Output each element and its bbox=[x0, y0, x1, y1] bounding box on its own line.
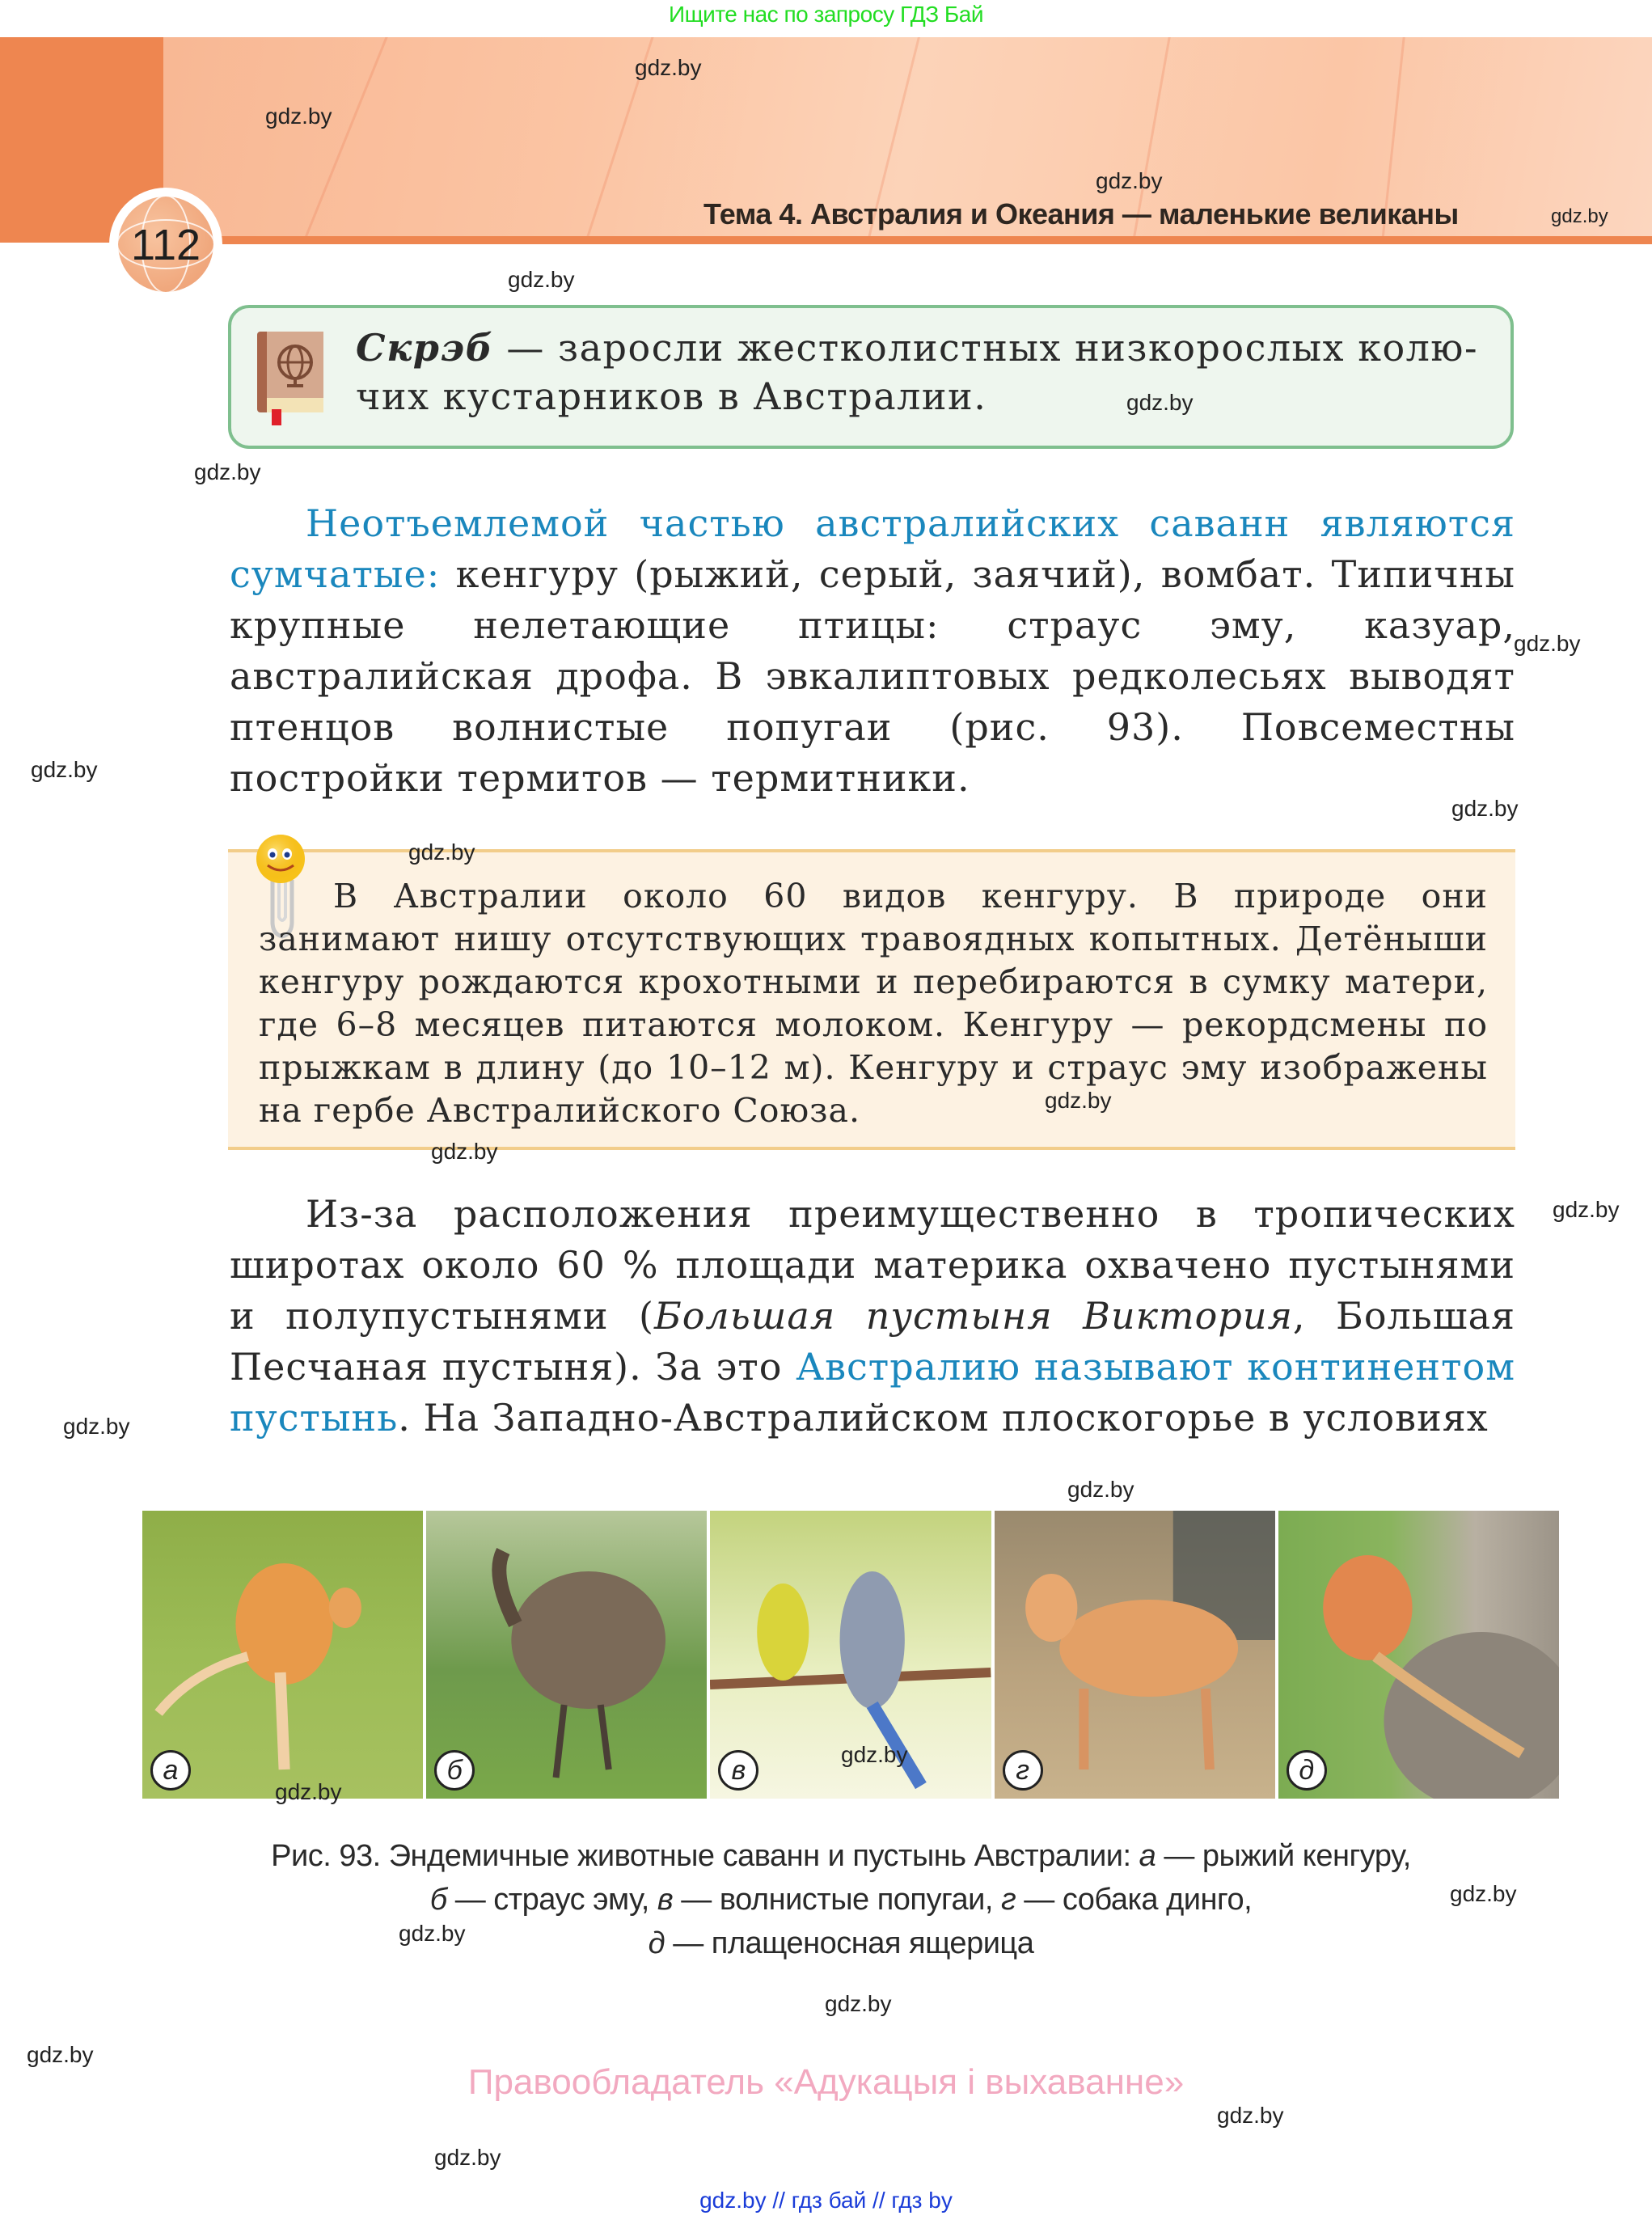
watermark: gdz.by bbox=[825, 1991, 892, 2016]
page-number: 112 bbox=[130, 221, 201, 269]
figure-caption: Рис. 93. Эндемичные животные саванн и пустынь Австралии: а — рыжий кенгуру, б — страус эму, в — волнистые попугаи, г — собака динго, д — плащеносная ящерица bbox=[271, 1839, 1411, 1960]
watermark: gdz.by bbox=[841, 1742, 908, 1767]
photo-label-g: г bbox=[1003, 1750, 1043, 1791]
footer-link-gdz-by[interactable]: gdz.by bbox=[699, 2188, 767, 2213]
watermark: gdz.by bbox=[1096, 168, 1163, 193]
watermark: gdz.by bbox=[1067, 1477, 1134, 1502]
watermark: gdz.by bbox=[1451, 796, 1519, 821]
top-search-banner: Ищите нас по запросу ГДЗ Бай bbox=[668, 2, 984, 27]
fact-note-text: В Австралии около 60 видов кенгуру. В природе они занимают нишу отсутствующих травоядных копытных. Детёныши кенгуру рождаются крохотными и перебираются в сумку матери, где 6–8 месяцев питаются молоком. Кенгуру — рекордсмены по прыжкам в длину (до 10–12 м). Кенгуру и страус эму изображены на гербе Австралийского Союза. bbox=[259, 877, 1488, 1130]
definition-term: Скрэб bbox=[356, 326, 494, 370]
book-globe-icon bbox=[256, 332, 327, 427]
watermark: gdz.by bbox=[431, 1139, 498, 1164]
watermark: gdz.by bbox=[399, 1921, 466, 1946]
footer-link-gdz-bai[interactable]: гдз бай bbox=[791, 2188, 867, 2213]
photo-label-b: б bbox=[434, 1750, 475, 1791]
paragraph-deserts: Из-за расположения преимущественно в тропических широтах около 60 % площади материка охвачено пустынями и полупустынями (Большая пустыня Виктория, Большая Песчаная пустыня). За это Австралию называют континентом пустынь. На Западно-Австралийском плоскогорье в условиях bbox=[230, 1192, 1516, 1440]
frilled-lizard-photo bbox=[1278, 1511, 1559, 1799]
watermark: gdz.by bbox=[1450, 1881, 1517, 1906]
definition-text: Скрэб — заросли жестколистных низкорослых колю- чих кустарников в Австралии. bbox=[356, 326, 1478, 418]
watermark: gdz.by bbox=[265, 104, 332, 129]
chapter-title: Тема 4. Австралия и Океания — маленькие великаны bbox=[703, 197, 1459, 230]
footer-links: gdz.by // гдз бай // гдз by bbox=[699, 2188, 953, 2213]
watermark: gdz.by bbox=[194, 459, 261, 484]
watermark: gdz.by bbox=[1551, 205, 1608, 227]
photo-label-a: а bbox=[150, 1750, 191, 1791]
watermark: gdz.by bbox=[31, 757, 98, 782]
watermark: gdz.by bbox=[635, 55, 702, 80]
dingo-photo bbox=[995, 1511, 1275, 1799]
watermark: gdz.by bbox=[408, 839, 475, 865]
photo-label-v: в bbox=[718, 1750, 758, 1791]
paragraph-highlight: Неотъемлемой частью австралийских саванн являются сумчатые: bbox=[230, 501, 1515, 596]
watermark: gdz.by bbox=[63, 1414, 130, 1439]
watermark: gdz.by bbox=[1126, 390, 1194, 415]
watermark: gdz.by bbox=[1045, 1088, 1112, 1113]
header-rule bbox=[220, 236, 1652, 244]
photo-label-d: д bbox=[1287, 1750, 1327, 1791]
watermark: gdz.by bbox=[27, 2042, 94, 2067]
watermark: gdz.by bbox=[1514, 631, 1581, 656]
watermark: gdz.by bbox=[275, 1779, 342, 1804]
watermark: gdz.by bbox=[434, 2145, 501, 2170]
paragraph-savanna-fauna: Неотъемлемой частью австралийских саванн являются сумчатые: кенгуру (рыжий, серый, заячий), вомбат. Типичны крупные нелетающие птицы: страус эму, казуар, австралийская дрофа. В эвкалиптовых редколесьях выводят птенцов волнистые попугаи (рис. 93). Повсеместны постройки термитов — термитники. bbox=[230, 501, 1515, 800]
copyright-notice: Правообладатель «Адукацыя і выхаванне» bbox=[467, 2062, 1185, 2102]
watermark: gdz.by bbox=[1217, 2103, 1284, 2128]
desert-name-italic: Большая пустыня Виктория bbox=[653, 1294, 1293, 1338]
watermark: gdz.by bbox=[508, 267, 575, 292]
footer-link-gdz-by-cyr[interactable]: гдз by bbox=[891, 2188, 953, 2213]
paragraph-highlight: Австралию называют континентом пустынь bbox=[230, 1345, 1515, 1440]
watermark: gdz.by bbox=[1553, 1197, 1620, 1222]
emu-photo bbox=[426, 1511, 707, 1799]
kangaroo-photo bbox=[142, 1511, 423, 1799]
